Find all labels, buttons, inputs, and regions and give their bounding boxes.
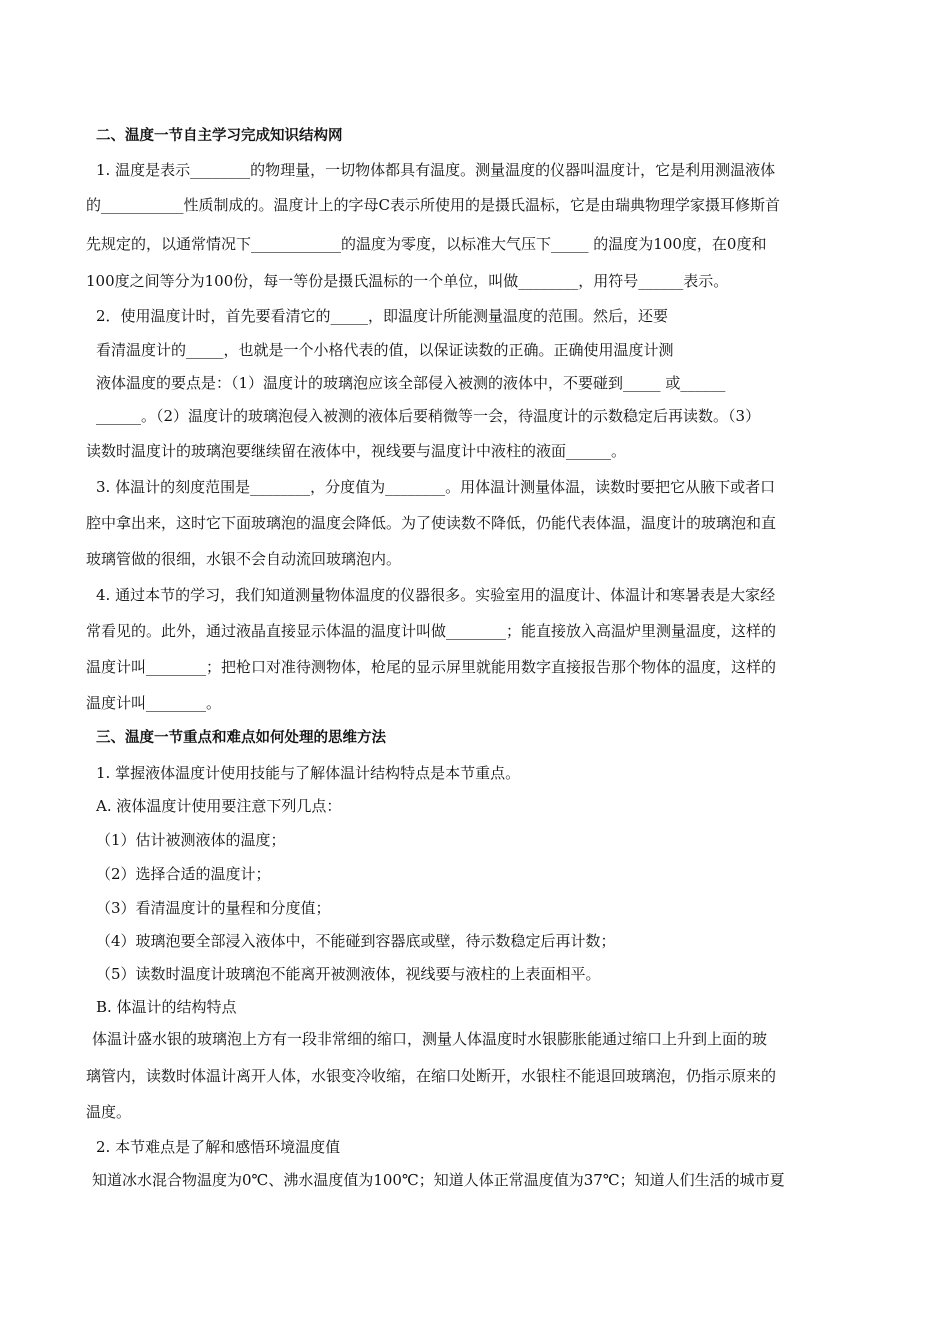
s2-line-13: 4. 通过本节的学习，我们知道测量物体温度的仪器很多。实验室用的温度计、体温计和寒暑表是大家经 [96,586,776,604]
s3-line-5: （3）看清温度计的量程和分度值； [96,899,331,917]
section3-heading: 三、温度一节重点和难点如何处理的思维方法 [96,730,386,746]
s3-line-9: 体温计盛水银的玻璃泡上方有一段非常细的缩口，测量人体温度时水银膨胀能通过缩口上升到上面的玻 [92,1030,768,1048]
s2-line-7: 液体温度的要点是：（1）温度计的玻璃泡应该全部侵入被测的液体中，不要碰到_____ 或______ [96,374,726,392]
s3-line-11: 温度。 [86,1103,132,1121]
s2-line-15: 温度计叫________；把枪口对准待测物体，枪尾的显示屏里就能用数字直接报告那个物体的温度，这样的 [86,658,777,676]
s2-line-2: 的___________性质制成的。温度计上的字母C表示所使用的是摄氏温标，它是由瑞典物理学家摄耳修斯首 [86,196,780,214]
s2-line-6: 看清温度计的_____，也就是一个小格代表的值，以保证读数的正确。正确使用温度计测 [96,341,674,359]
s2-line-14: 常看见的。此外，通过液晶直接显示体温的温度计叫做________；能直接放入高温炉里测量温度，这样的 [86,622,777,640]
s3-line-12: 2. 本节难点是了解和感悟环境温度值 [96,1138,341,1156]
s2-line-16: 温度计叫________。 [86,694,222,712]
s2-line-3: 先规定的，以通常情况下____________的温度为零度，以标准大气压下_____ 的温度为100度，在0度和 [86,235,767,253]
s3-line-8: B. 体温计的结构特点 [96,998,237,1016]
s2-line-8: ______。（2）温度计的玻璃泡侵入被测的液体后要稍微等一会，待温度计的示数稳定后再读数。（3） [96,407,761,425]
s3-line-7: （5）读数时温度计玻璃泡不能离开被测液体，视线要与液柱的上表面相平。 [96,965,601,983]
s2-line-5: 2．使用温度计时，首先要看清它的_____，即温度计所能测量温度的范围。然后，还要 [96,307,669,325]
section2-heading: 二、温度一节自主学习完成知识结构网 [96,128,343,144]
s3-line-3: （1）估计被测液体的温度； [96,831,286,849]
s3-line-1: 1. 掌握液体温度计使用技能与了解体温计结构特点是本节重点。 [96,764,521,782]
s2-line-1: 1. 温度是表示________的物理量，一切物体都具有温度。测量温度的仪器叫温度计，它是利用测温液体 [96,161,776,179]
s3-line-4: （2）选择合适的温度计； [96,865,271,883]
s2-line-9: 读数时温度计的玻璃泡要继续留在液体中，视线要与温度计中液柱的液面______。 [86,442,627,460]
s3-line-2: A. 液体温度计使用要注意下列几点： [96,797,342,815]
s3-line-10: 璃管内，读数时体温计离开人体，水银变冷收缩，在缩口处断开，水银柱不能退回玻璃泡，仍指示原来的 [86,1067,777,1085]
s2-line-10: 3. 体温计的刻度范围是________，分度值为________。用体温计测量体温，读数时要把它从腋下或者口 [96,478,776,496]
s2-line-12: 玻璃管做的很细，水银不会自动流回玻璃泡内。 [86,550,402,568]
s2-line-4: 100度之间等分为100份，每一等份是摄氏温标的一个单位，叫做________，用符号______表示。 [86,272,729,290]
s3-line-6: （4）玻璃泡要全部浸入液体中，不能碰到容器底或壁，待示数稳定后再计数； [96,932,616,950]
s3-line-13: 知道冰水混合物温度为0℃、沸水温度值为100℃；知道人体正常温度值为37℃；知道人们生活的城市夏 [92,1171,785,1189]
s2-line-11: 腔中拿出来，这时它下面玻璃泡的温度会降低。为了使读数不降低，仍能代表体温，温度计的玻璃泡和直 [86,514,777,532]
